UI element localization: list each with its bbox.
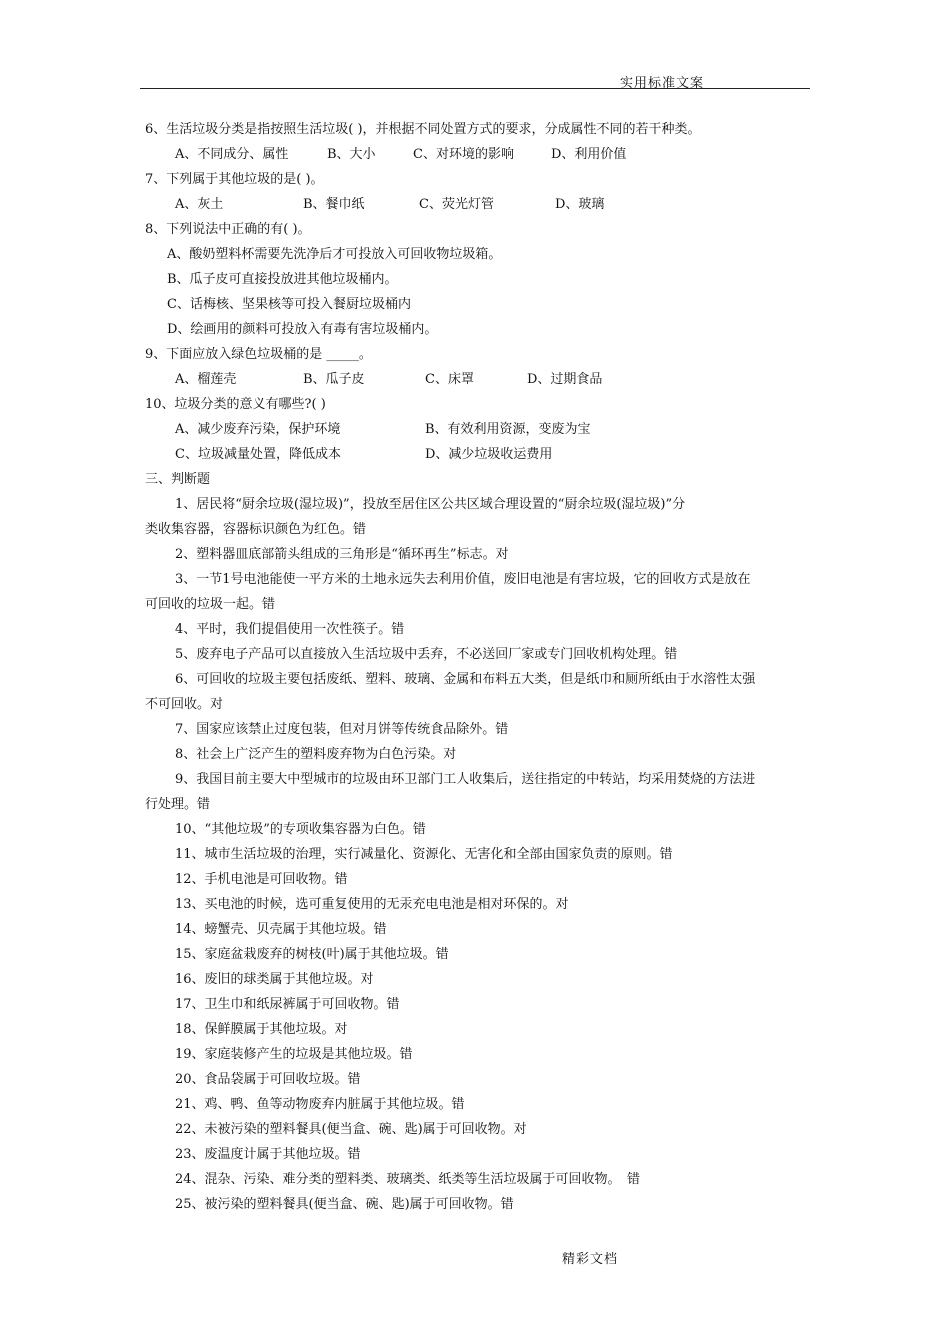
judgment-item [145,817,845,842]
judgment-item [145,942,845,967]
question-stem: 10、垃圾分类的意义有哪些?( ) [145,397,326,412]
judgment-item [145,992,845,1017]
judgment-line: 15、家庭盆栽废弃的树枝(叶)属于其他垃圾。错 [175,947,449,962]
judgment-item [145,1092,845,1117]
judgment-item [145,1142,845,1167]
judgment-line-continued: 可回收的垃圾一起。错 [145,597,276,612]
question-options [145,417,845,442]
question-stem: 8、下列说法中正确的有( )。 [145,222,311,237]
judgment-item [145,767,845,817]
judgment-item [145,617,845,642]
judgment-item [145,967,845,992]
judgment-line-continued: 行处理。错 [145,797,211,812]
judgment-item [145,717,845,742]
judgment-line: 23、废温度计属于其他垃圾。错 [175,1147,361,1162]
option: B、大小 [327,147,376,162]
question-options [145,367,845,392]
judgment-item [145,1192,845,1217]
judgment-line: 20、食品袋属于可回收垃圾。错 [175,1072,361,1087]
option: A、榴莲壳 [175,372,237,387]
option: A、灰土 [175,197,224,212]
judgment-line: 8、社会上广泛产生的塑料废弃物为白色污染。对 [175,747,457,762]
judgment-line: 9、我国目前主要大中型城市的垃圾由环卫部门工人收集后，送往指定的中转站，均采用焚烧的方法进 [175,772,756,787]
judgment-line: 16、废旧的球类属于其他垃圾。对 [175,972,374,987]
judgment-line: 19、家庭装修产生的垃圾是其他垃圾。错 [175,1047,413,1062]
judgment-item [145,867,845,892]
judgment-item [145,1067,845,1092]
option: B、餐巾纸 [303,197,365,212]
option: D、绘画用的颜料可投放入有毒有害垃圾桶内。 [167,322,438,337]
judgment-line: 6、可回收的垃圾主要包括废纸、塑料、玻璃、金属和布料五大类，但是纸巾和厕所纸由于水溶性太强 [175,672,756,687]
judgment-item [145,1167,845,1192]
judgment-line: 13、买电池的时候，选可重复使用的无汞充电电池是相对环保的。对 [175,897,569,912]
section-title: 三、判断题 [145,472,211,487]
judgment-line-continued: 类收集容器，容器标识颜色为红色。错 [145,522,367,537]
judgment-item [145,1017,845,1042]
judgment-line: 10、“其他垃圾”的专项收集容器为白色。错 [175,822,426,837]
option: D、减少垃圾收运费用 [425,447,553,462]
question-options [145,192,845,217]
judgment-item [145,892,845,917]
judgment-item [145,542,845,567]
judgment-line: 12、手机电池是可回收物。错 [175,872,348,887]
option: C、对环境的影响 [413,147,514,162]
judgment-item [145,1042,845,1067]
question-stem: 6、生活垃圾分类是指按照生活垃圾( )，并根据不同处置方式的要求，分成属性不同的若干种类。 [145,122,701,137]
option: B、瓜子皮 [303,372,365,387]
judgment-line: 24、混杂、污染、难分类的塑料类、玻璃类、纸类等生活垃圾属于可回收物。 错 [175,1172,641,1187]
option: C、话梅核、坚果核等可投入餐厨垃圾桶内 [167,297,411,312]
header-rule [140,88,810,89]
judgment-line: 17、卫生巾和纸尿裤属于可回收物。错 [175,997,400,1012]
judgment-line: 7、国家应该禁止过度包装，但对月饼等传统食品除外。错 [175,722,509,737]
option: A、减少废弃污染，保护环境 [175,422,341,437]
question-stem: 7、下列属于其他垃圾的是( )。 [145,172,324,187]
judgment-item [145,667,845,717]
judgment-item [145,842,845,867]
option: D、玻璃 [555,197,605,212]
question-options [145,142,845,167]
header-title: 实用标准文案 [620,76,705,91]
option: B、有效利用资源，变废为宝 [425,422,591,437]
judgment-item [145,917,845,942]
judgment-line: 5、废弃电子产品可以直接放入生活垃圾中丢弃，不必送回厂家或专门回收机构处理。错 [175,647,678,662]
footer-text: 精彩文档 [562,1252,619,1267]
option: A、不同成分、属性 [175,147,289,162]
option: D、利用价值 [551,147,627,162]
judgment-item [145,567,845,617]
option: B、瓜子皮可直接投放进其他垃圾桶内。 [167,272,398,287]
option: C、垃圾减量处置，降低成本 [175,447,341,462]
question-options [145,442,845,467]
option: C、荧光灯管 [419,197,494,212]
judgment-line: 4、平时，我们提倡使用一次性筷子。错 [175,622,405,637]
judgment-item [145,1117,845,1142]
judgment-line: 11、城市生活垃圾的治理，实行减量化、资源化、无害化和全部由国家负责的原则。错 [175,847,673,862]
judgment-line: 2、塑料器皿底部箭头组成的三角形是“循环再生”标志。对 [175,547,509,562]
question-stem: 9、下面应放入绿色垃圾桶的是 _____。 [145,347,372,362]
judgment-item [145,492,845,542]
judgment-line: 3、一节1号电池能使一平方米的土地永远失去利用价值，废旧电池是有害垃圾，它的回收方式是放在 [175,572,751,587]
option: C、床罩 [425,372,474,387]
judgment-line: 22、未被污染的塑料餐具(便当盒、碗、匙)属于可回收物。对 [175,1122,527,1137]
judgment-item [145,642,845,667]
judgment-line: 1、居民将“厨余垃圾(湿垃圾)”，投放至居住区公共区域合理设置的“厨余垃圾(湿垃圾)”分 [175,497,686,512]
judgment-line: 25、被污染的塑料餐具(便当盒、碗、匙)属于可回收物。错 [175,1197,514,1212]
judgment-line: 18、保鲜膜属于其他垃圾。对 [175,1022,348,1037]
option: D、过期食品 [527,372,603,387]
document-body [145,117,845,1217]
judgment-line: 21、鸡、鸭、鱼等动物废弃内脏属于其他垃圾。错 [175,1097,465,1112]
option: A、酸奶塑料杯需要先洗净后才可投放入可回收物垃圾箱。 [167,247,502,262]
judgment-line: 14、螃蟹壳、贝壳属于其他垃圾。错 [175,922,387,937]
judgment-line-continued: 不可回收。对 [145,697,224,712]
judgment-item [145,742,845,767]
